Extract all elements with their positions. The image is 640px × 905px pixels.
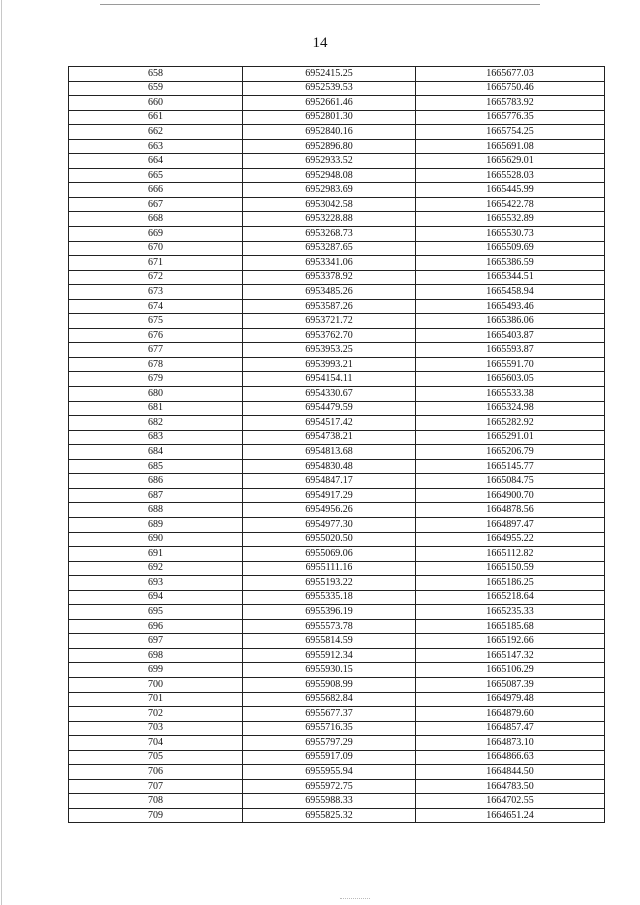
x-coordinate-cell: 6952896.80 [243,139,416,154]
x-coordinate-cell: 6952539.53 [243,81,416,96]
x-coordinate-cell: 6953287.65 [243,241,416,256]
y-coordinate-cell: 1665386.59 [416,256,605,271]
point-number-cell: 675 [69,314,243,329]
x-coordinate-cell: 6954977.30 [243,517,416,532]
table-row [69,707,605,722]
y-coordinate-cell: 1665530.73 [416,227,605,242]
table-row [69,401,605,416]
point-number-cell: 670 [69,241,243,256]
x-coordinate-cell: 6955020.50 [243,532,416,547]
table-row [69,677,605,692]
y-coordinate-cell: 1665445.99 [416,183,605,198]
x-coordinate-cell: 6955814.59 [243,634,416,649]
y-coordinate-cell: 1665403.87 [416,328,605,343]
point-number-cell: 658 [69,67,243,82]
x-coordinate-cell: 6955111.16 [243,561,416,576]
table-row [69,125,605,140]
x-coordinate-cell: 6954917.29 [243,488,416,503]
table-row [69,634,605,649]
table-row [69,605,605,620]
point-number-cell: 678 [69,357,243,372]
x-coordinate-cell: 6954956.26 [243,503,416,518]
table-row [69,183,605,198]
y-coordinate-cell: 1665603.05 [416,372,605,387]
y-coordinate-cell: 1665629.01 [416,154,605,169]
x-coordinate-cell: 6952415.25 [243,67,416,82]
y-coordinate-cell: 1665185.68 [416,619,605,634]
y-coordinate-cell: 1665677.03 [416,67,605,82]
table-row [69,808,605,823]
table-row [69,532,605,547]
y-coordinate-cell: 1665235.33 [416,605,605,620]
y-coordinate-cell: 1665324.98 [416,401,605,416]
table-row [69,663,605,678]
x-coordinate-cell: 6953953.25 [243,343,416,358]
x-coordinate-cell: 6955912.34 [243,648,416,663]
x-coordinate-cell: 6955716.35 [243,721,416,736]
x-coordinate-cell: 6955955.94 [243,765,416,780]
x-coordinate-cell: 6955825.32 [243,808,416,823]
y-coordinate-cell: 1665386.06 [416,314,605,329]
point-number-cell: 680 [69,387,243,402]
point-number-cell: 709 [69,808,243,823]
y-coordinate-cell: 1664900.70 [416,488,605,503]
point-number-cell: 705 [69,750,243,765]
x-coordinate-cell: 6952983.69 [243,183,416,198]
y-coordinate-cell: 1665192.66 [416,634,605,649]
x-coordinate-cell: 6954330.67 [243,387,416,402]
y-coordinate-cell: 1665112.82 [416,547,605,562]
x-coordinate-cell: 6952948.08 [243,168,416,183]
y-coordinate-cell: 1665291.01 [416,430,605,445]
table-row [69,721,605,736]
y-coordinate-cell: 1665084.75 [416,474,605,489]
table-row [69,372,605,387]
point-number-cell: 688 [69,503,243,518]
table-row [69,139,605,154]
table-row [69,314,605,329]
table-row [69,590,605,605]
y-coordinate-cell: 1664844.50 [416,765,605,780]
x-coordinate-cell: 6955335.18 [243,590,416,605]
y-coordinate-cell: 1665344.51 [416,270,605,285]
x-coordinate-cell: 6954479.59 [243,401,416,416]
y-coordinate-cell: 1665754.25 [416,125,605,140]
x-coordinate-cell: 6953762.70 [243,328,416,343]
x-coordinate-cell: 6952933.52 [243,154,416,169]
x-coordinate-cell: 6953993.21 [243,357,416,372]
coordinates-table [68,66,605,823]
table-row [69,212,605,227]
x-coordinate-cell: 6954813.68 [243,445,416,460]
y-coordinate-cell: 1665087.39 [416,677,605,692]
point-number-cell: 667 [69,197,243,212]
y-coordinate-cell: 1665528.03 [416,168,605,183]
x-coordinate-cell: 6953587.26 [243,299,416,314]
point-number-cell: 699 [69,663,243,678]
x-coordinate-cell: 6953228.88 [243,212,416,227]
table-row [69,227,605,242]
scan-artifact [340,898,370,899]
y-coordinate-cell: 1664783.50 [416,779,605,794]
coordinates-table-body [69,67,605,823]
table-row [69,488,605,503]
y-coordinate-cell: 1664702.55 [416,794,605,809]
y-coordinate-cell: 1665593.87 [416,343,605,358]
table-row [69,416,605,431]
x-coordinate-cell: 6953378.92 [243,270,416,285]
y-coordinate-cell: 1664857.47 [416,721,605,736]
page-left-edge [1,0,2,905]
table-row [69,576,605,591]
y-coordinate-cell: 1665533.38 [416,387,605,402]
x-coordinate-cell: 6953268.73 [243,227,416,242]
y-coordinate-cell: 1665776.35 [416,110,605,125]
point-number-cell: 702 [69,707,243,722]
table-row [69,547,605,562]
point-number-cell: 664 [69,154,243,169]
x-coordinate-cell: 6955988.33 [243,794,416,809]
x-coordinate-cell: 6955930.15 [243,663,416,678]
point-number-cell: 662 [69,125,243,140]
table-row [69,387,605,402]
x-coordinate-cell: 6955797.29 [243,736,416,751]
point-number-cell: 679 [69,372,243,387]
y-coordinate-cell: 1664866.63 [416,750,605,765]
point-number-cell: 701 [69,692,243,707]
x-coordinate-cell: 6954830.48 [243,459,416,474]
x-coordinate-cell: 6954517.42 [243,416,416,431]
point-number-cell: 671 [69,256,243,271]
x-coordinate-cell: 6955917.09 [243,750,416,765]
y-coordinate-cell: 1664979.48 [416,692,605,707]
x-coordinate-cell: 6955972.75 [243,779,416,794]
point-number-cell: 707 [69,779,243,794]
x-coordinate-cell: 6953042.58 [243,197,416,212]
table-row [69,430,605,445]
table-row [69,328,605,343]
table-row [69,299,605,314]
table-row [69,168,605,183]
point-number-cell: 669 [69,227,243,242]
y-coordinate-cell: 1665206.79 [416,445,605,460]
table-row [69,503,605,518]
x-coordinate-cell: 6953485.26 [243,285,416,300]
point-number-cell: 684 [69,445,243,460]
point-number-cell: 677 [69,343,243,358]
point-number-cell: 685 [69,459,243,474]
table-row [69,285,605,300]
y-coordinate-cell: 1665691.08 [416,139,605,154]
table-row [69,154,605,169]
x-coordinate-cell: 6953341.06 [243,256,416,271]
point-number-cell: 706 [69,765,243,780]
point-number-cell: 708 [69,794,243,809]
table-row [69,96,605,111]
table-row [69,445,605,460]
x-coordinate-cell: 6952661.46 [243,96,416,111]
table-row [69,459,605,474]
y-coordinate-cell: 1665186.25 [416,576,605,591]
point-number-cell: 693 [69,576,243,591]
y-coordinate-cell: 1665106.29 [416,663,605,678]
table-row [69,517,605,532]
x-coordinate-cell: 6954154.11 [243,372,416,387]
x-coordinate-cell: 6955908.99 [243,677,416,692]
point-number-cell: 672 [69,270,243,285]
point-number-cell: 673 [69,285,243,300]
point-number-cell: 696 [69,619,243,634]
table-row [69,779,605,794]
table-row [69,736,605,751]
table-row [69,357,605,372]
table-row [69,561,605,576]
y-coordinate-cell: 1665591.70 [416,357,605,372]
y-coordinate-cell: 1664651.24 [416,808,605,823]
page-number: 14 [312,35,328,51]
y-coordinate-cell: 1665218.64 [416,590,605,605]
x-coordinate-cell: 6953721.72 [243,314,416,329]
y-coordinate-cell: 1664878.56 [416,503,605,518]
point-number-cell: 660 [69,96,243,111]
point-number-cell: 690 [69,532,243,547]
y-coordinate-cell: 1665282.92 [416,416,605,431]
point-number-cell: 692 [69,561,243,576]
point-number-cell: 691 [69,547,243,562]
table-row [69,619,605,634]
x-coordinate-cell: 6955573.78 [243,619,416,634]
x-coordinate-cell: 6952840.16 [243,125,416,140]
point-number-cell: 704 [69,736,243,751]
table-row [69,343,605,358]
y-coordinate-cell: 1665145.77 [416,459,605,474]
point-number-cell: 682 [69,416,243,431]
point-number-cell: 694 [69,590,243,605]
y-coordinate-cell: 1664897.47 [416,517,605,532]
table-row [69,765,605,780]
table-row [69,648,605,663]
y-coordinate-cell: 1665532.89 [416,212,605,227]
y-coordinate-cell: 1664955.22 [416,532,605,547]
y-coordinate-cell: 1665783.92 [416,96,605,111]
point-number-cell: 698 [69,648,243,663]
y-coordinate-cell: 1665422.78 [416,197,605,212]
point-number-cell: 703 [69,721,243,736]
point-number-cell: 681 [69,401,243,416]
table-row [69,270,605,285]
y-coordinate-cell: 1664873.10 [416,736,605,751]
y-coordinate-cell: 1665493.46 [416,299,605,314]
point-number-cell: 687 [69,488,243,503]
y-coordinate-cell: 1665147.32 [416,648,605,663]
y-coordinate-cell: 1664879.60 [416,707,605,722]
y-coordinate-cell: 1665150.59 [416,561,605,576]
point-number-cell: 661 [69,110,243,125]
table-row [69,794,605,809]
table-row [69,110,605,125]
point-number-cell: 663 [69,139,243,154]
point-number-cell: 686 [69,474,243,489]
point-number-cell: 689 [69,517,243,532]
y-coordinate-cell: 1665458.94 [416,285,605,300]
point-number-cell: 700 [69,677,243,692]
table-row [69,474,605,489]
y-coordinate-cell: 1665750.46 [416,81,605,96]
table-row [69,692,605,707]
x-coordinate-cell: 6955677.37 [243,707,416,722]
x-coordinate-cell: 6955193.22 [243,576,416,591]
table-row [69,67,605,82]
y-coordinate-cell: 1665509.69 [416,241,605,256]
point-number-cell: 666 [69,183,243,198]
point-number-cell: 665 [69,168,243,183]
page-top-edge [100,4,540,5]
table-row [69,750,605,765]
x-coordinate-cell: 6954847.17 [243,474,416,489]
point-number-cell: 668 [69,212,243,227]
point-number-cell: 676 [69,328,243,343]
point-number-cell: 659 [69,81,243,96]
point-number-cell: 695 [69,605,243,620]
x-coordinate-cell: 6952801.30 [243,110,416,125]
table-row [69,197,605,212]
x-coordinate-cell: 6955682.84 [243,692,416,707]
x-coordinate-cell: 6955069.06 [243,547,416,562]
point-number-cell: 697 [69,634,243,649]
point-number-cell: 674 [69,299,243,314]
x-coordinate-cell: 6955396.19 [243,605,416,620]
table-row [69,256,605,271]
table-row [69,241,605,256]
x-coordinate-cell: 6954738.21 [243,430,416,445]
point-number-cell: 683 [69,430,243,445]
table-row [69,81,605,96]
